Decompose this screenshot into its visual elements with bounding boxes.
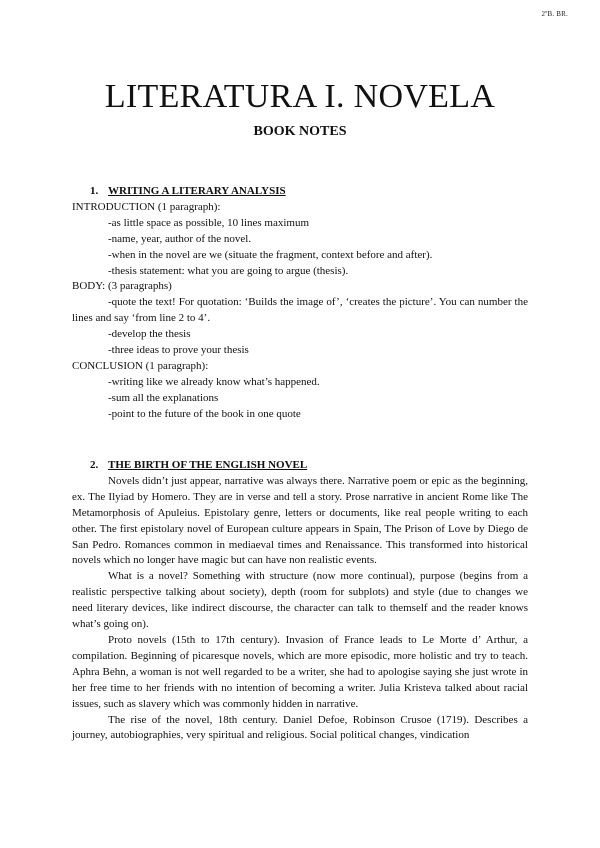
list-item: -point to the future of the book in one quote (108, 407, 301, 420)
list-item: -quote the text! For quotation: ‘Builds the image of’, ‘creates the picture’. You can number the lines and say ‘from line 2 to 4’. (72, 296, 528, 325)
list-item: -three ideas to prove your thesis (108, 344, 249, 357)
paragraph: The rise of the novel, 18th century. Daniel Defoe, Robinson Crusoe (1719). Describes a journey, autobiographies, very spiritual and religious. Social political changes, vindication (72, 713, 528, 742)
paragraph: Proto novels (15th to 17th century). Invasion of France leads to Le Morte d’ Arthur, a compilation. Beginning of picaresque novels, which are more episodic, more holistic and try to teach. Aphra Behn, a woman is not well regarded to be a writer, she had to apologise saying she just wrote in her free time to her friends with no intention of becoming a writer. Julia Kristeva talked about racial issues, such as slavery which was commonly hidden in narrative. (72, 633, 528, 710)
body-label: BODY: (3 paragraphs) (72, 280, 172, 293)
section-heading (72, 458, 528, 474)
page-title: LITERATURA I. NOVELA (104, 78, 496, 115)
section-heading-text: THE BIRTH OF THE ENGLISH NOVEL (108, 459, 308, 471)
introduction-label: INTRODUCTION (1 paragraph): (72, 200, 221, 213)
section-heading-text: WRITING A LITERARY ANALYSIS (108, 185, 286, 197)
section-birth-english-novel (72, 458, 528, 744)
list-item: -name, year, author of the novel. (108, 232, 252, 245)
section-number: 1. (90, 185, 99, 197)
list-item: -sum all the explanations (108, 391, 219, 404)
list-item: -when in the novel are we (situate the fragment, context before and after). (108, 248, 433, 261)
paragraph: What is a novel? Something with structure (now more continual), purpose (begins from a realistic perspective talking about society), depth (room for subplots) and style (due to changes we need literary devices, like indirect discourse, the character can talk to themself and the reader knows what’s going on). (72, 570, 528, 631)
page-subtitle: BOOK NOTES (253, 124, 347, 139)
conclusion-label: CONCLUSION (1 paragraph): (72, 359, 209, 372)
list-item: -thesis statement: what you are going to argue (thesis). (108, 264, 349, 277)
section-heading (72, 184, 528, 200)
paragraph: Novels didn’t just appear, narrative was always there. Narrative poem or epic as the beginning, ex. The Ilyiad by Homero. They are in verse and tell a story. Prose narrative in ancient Rome like The Metamorphosis of Apuleius. Epistolary genre, letters or documents, like real people writing to each other. The first epistolary novel of European culture appears in Spain, The Prison of Love by Diego de San Pedro. Romances common in mediaeval times and Renaissance. This transformed into historical novels which no longer have magic but can have non realistic events. (72, 474, 528, 567)
list-item: -writing like we already know what’s happened. (108, 375, 320, 388)
header-tag: 2ºB. BR. (541, 10, 568, 18)
section-writing-literary-analysis (72, 184, 528, 423)
section-number: 2. (90, 459, 99, 471)
list-item: -as little space as possible, 10 lines maximum (108, 216, 310, 229)
list-item: -develop the thesis (108, 328, 191, 341)
